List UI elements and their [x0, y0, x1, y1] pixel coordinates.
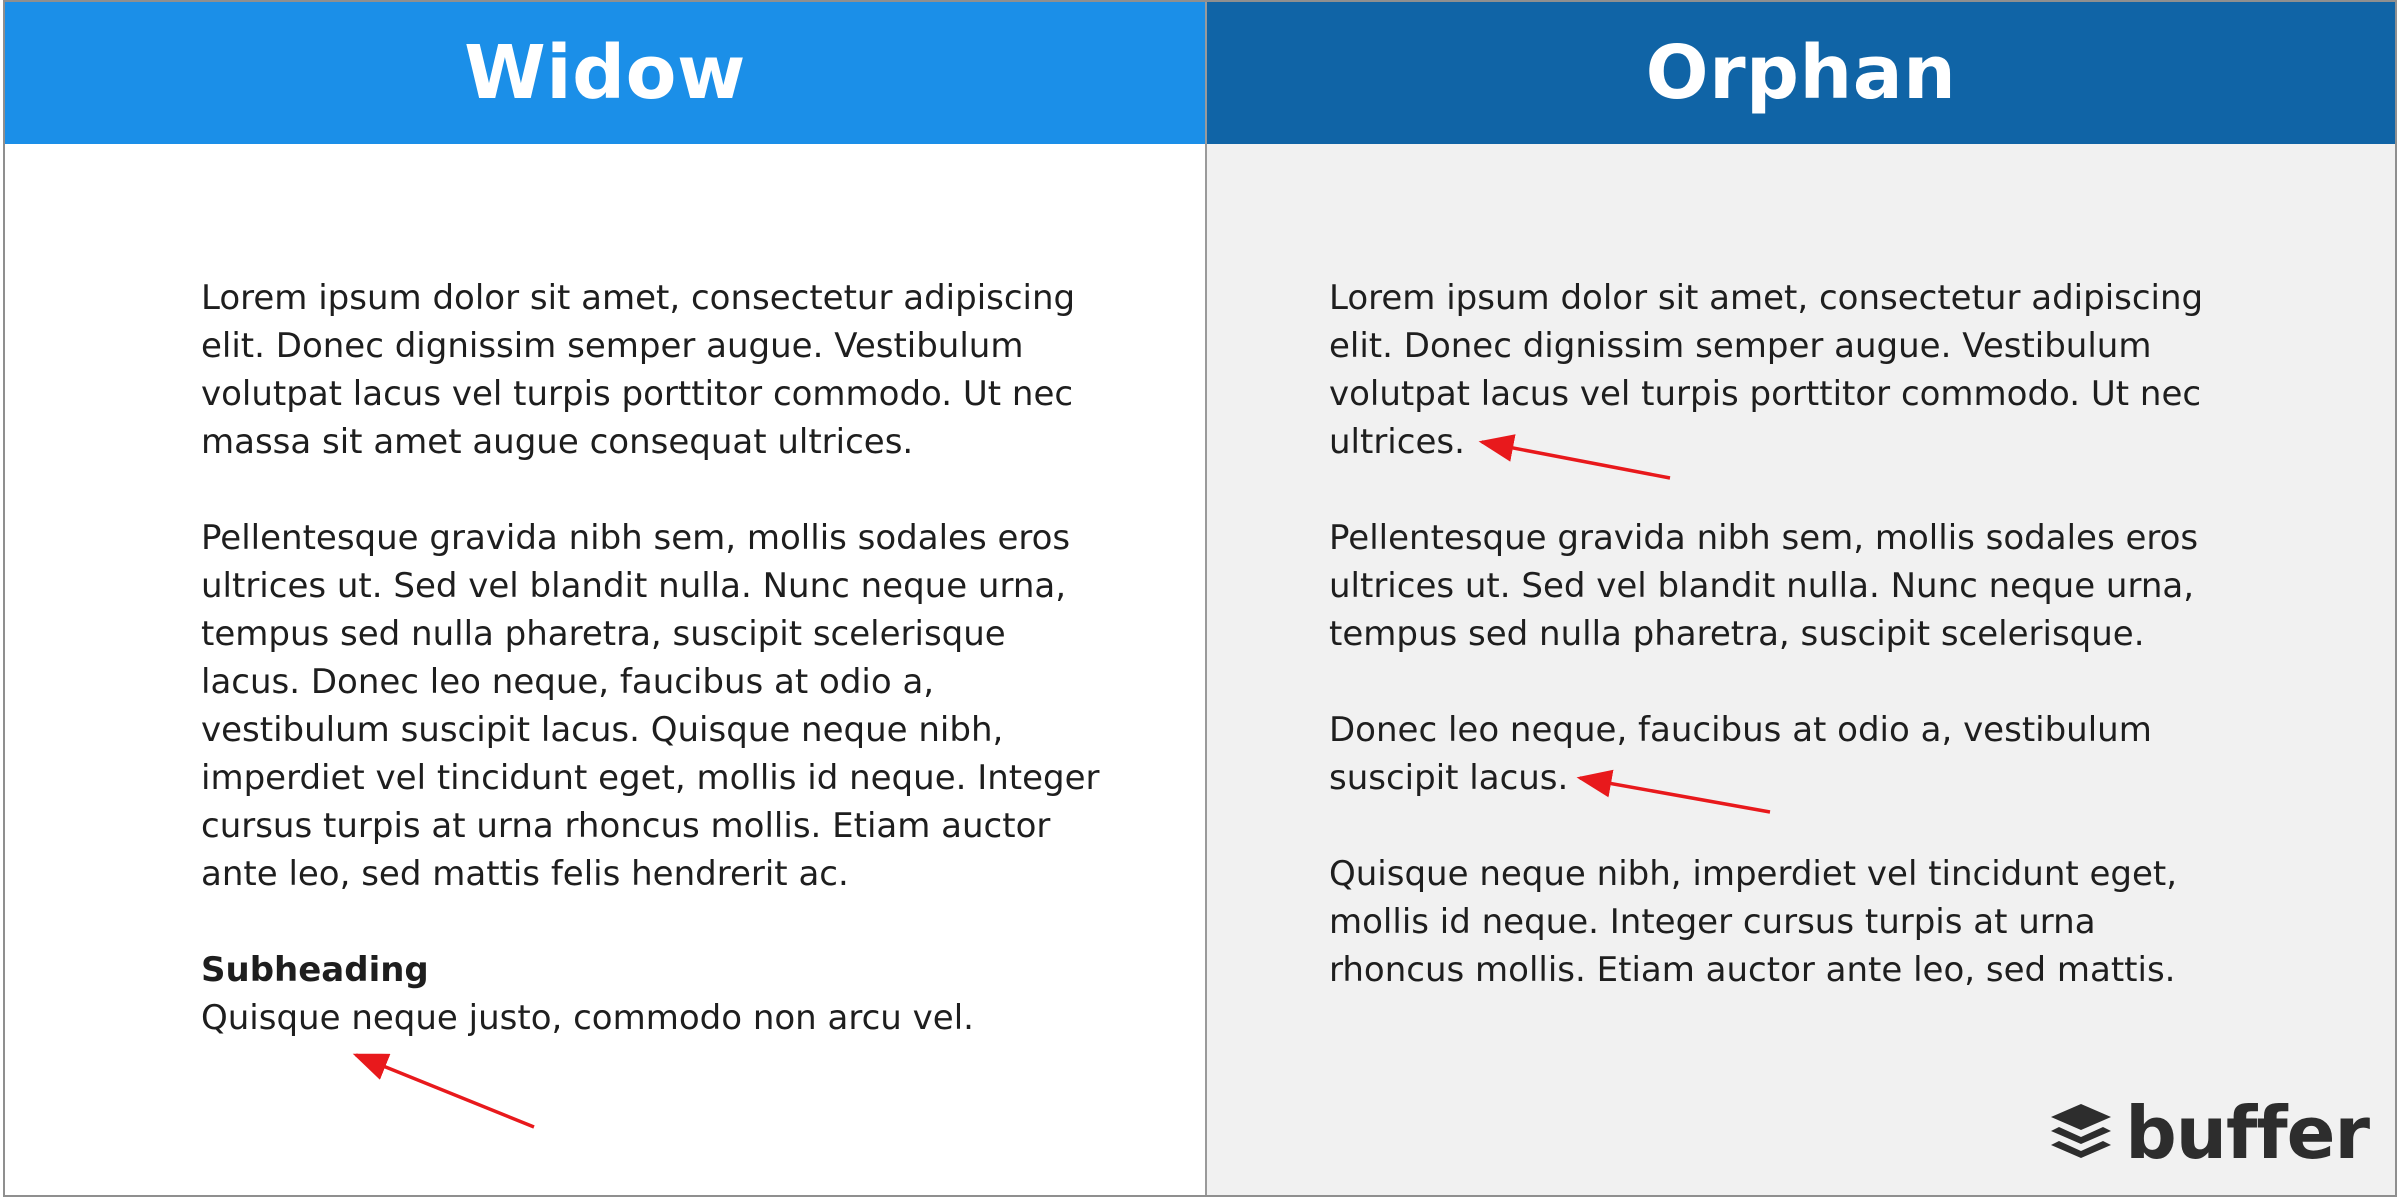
text-line: volutpat lacus vel turpis porttitor commodo. Ut nec	[201, 374, 1074, 414]
text-line: Donec leo neque, faucibus at odio a, vestibulum	[1329, 710, 2152, 750]
orphan-title: Orphan	[1207, 2, 2395, 144]
text-line: volutpat lacus vel turpis porttitor commodo. Ut nec	[1329, 374, 2202, 414]
buffer-logo	[2049, 1091, 2369, 1175]
comparison-graphic	[3, 0, 2397, 1197]
text-line: ultrices ut. Sed vel blandit nulla. Nunc neque urna,	[1329, 566, 2195, 606]
text-line: imperdiet vel tincidunt eget, mollis id neque. Integer	[201, 758, 1100, 798]
text-line: Quisque neque nibh, imperdiet vel tincidunt eget,	[1329, 854, 2178, 894]
orphan-paragraph-3	[1329, 706, 2249, 802]
orphan-panel	[1205, 2, 2395, 1195]
widow-subheading-section	[201, 946, 1101, 1042]
text-line: Lorem ipsum dolor sit amet, consectetur adipiscing	[1329, 278, 2204, 318]
text-line: elit. Donec dignissim semper augue. Vestibulum	[1329, 326, 2152, 366]
orphan-paragraph-1	[1329, 274, 2249, 466]
text-line: ultrices ut. Sed vel blandit nulla. Nunc neque urna,	[201, 566, 1067, 606]
text-line: Pellentesque gravida nibh sem, mollis sodales eros	[201, 518, 1071, 558]
widow-title: Widow	[5, 2, 1205, 144]
widow-text-block	[201, 274, 1101, 1090]
text-line: Pellentesque gravida nibh sem, mollis sodales eros	[1329, 518, 2199, 558]
text-line: massa sit amet augue consequat ultrices.	[201, 422, 914, 462]
widow-panel	[5, 2, 1205, 1195]
text-line: rhoncus mollis. Etiam auctor ante leo, sed mattis.	[1329, 950, 2176, 990]
text-line: vestibulum suscipit lacus. Quisque neque nibh,	[201, 710, 1004, 750]
subheading: Subheading	[201, 950, 429, 990]
text-line: lacus. Donec leo neque, faucibus at odio a,	[201, 662, 935, 702]
text-line: mollis id neque. Integer cursus turpis at urna	[1329, 902, 2096, 942]
orphan-line: suscipit lacus.	[1329, 758, 1569, 798]
orphan-paragraph-2	[1329, 514, 2249, 658]
text-line: cursus turpis at urna rhoncus mollis. Etiam auctor	[201, 806, 1051, 846]
orphan-line: ultrices.	[1329, 422, 1465, 462]
orphan-paragraph-4	[1329, 850, 2249, 994]
widow-paragraph-1	[201, 274, 1101, 466]
text-line: Lorem ipsum dolor sit amet, consectetur adipiscing	[201, 278, 1076, 318]
buffer-stack-icon	[2049, 1102, 2113, 1164]
text-line: ante leo, sed mattis felis hendrerit ac.	[201, 854, 849, 894]
text-line: tempus sed nulla pharetra, suscipit scelerisque	[201, 614, 1006, 654]
text-line: tempus sed nulla pharetra, suscipit scelerisque.	[1329, 614, 2145, 654]
buffer-wordmark: buffer	[2125, 1091, 2369, 1175]
widow-paragraph-2	[201, 514, 1101, 898]
orphan-text-block	[1329, 274, 2249, 1042]
text-line: elit. Donec dignissim semper augue. Vestibulum	[201, 326, 1024, 366]
widow-line: Quisque neque justo, commodo non arcu vel.	[201, 998, 974, 1038]
